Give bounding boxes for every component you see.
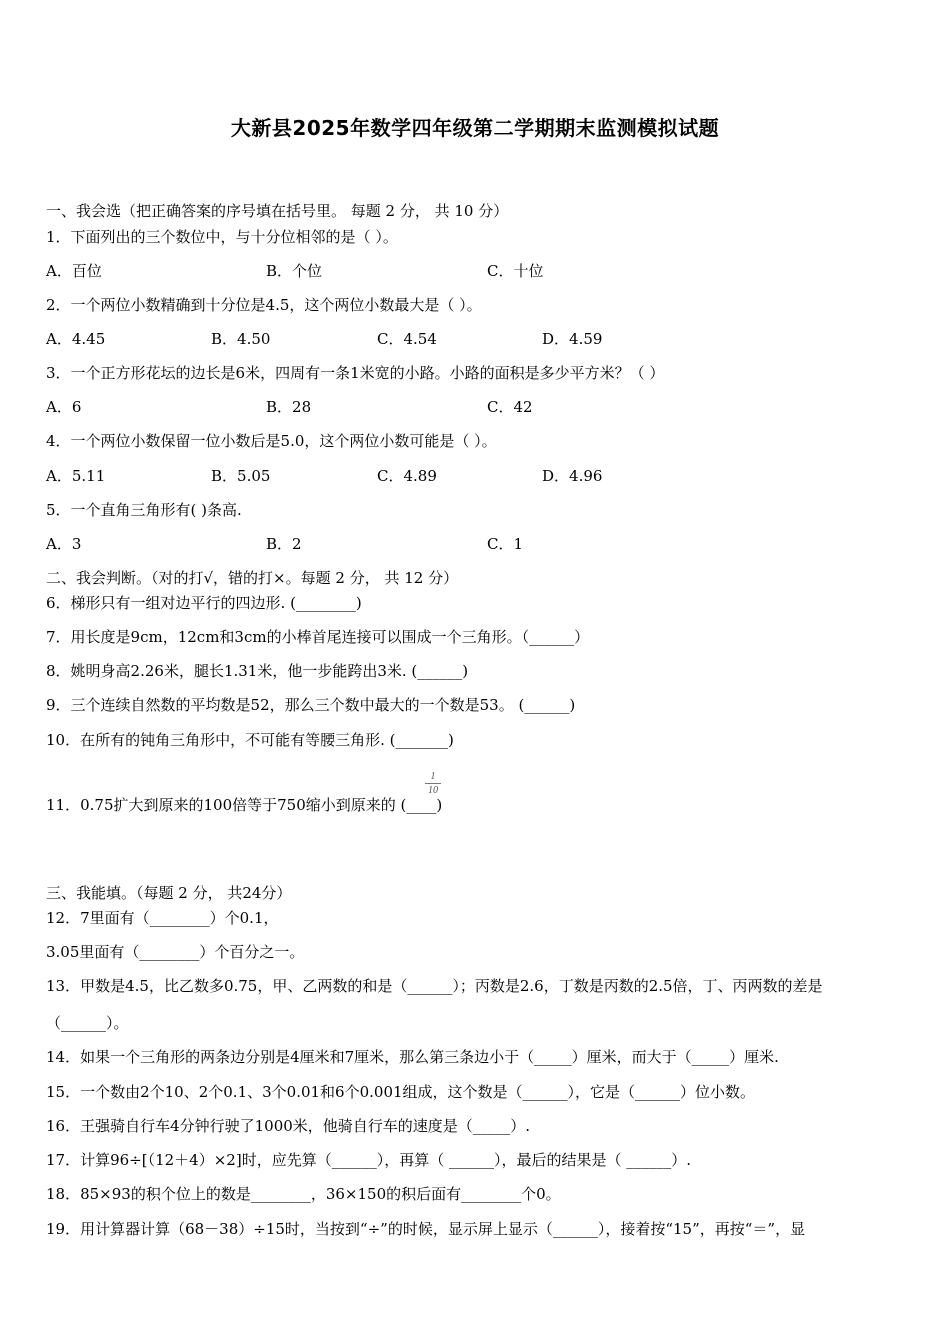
question-7: 7．用长度是9cm，12cm和3cm的小棒首尾连接可以围成一个三角形。（______） (46, 628, 590, 646)
q1-option-a: A．百位 (46, 262, 102, 280)
question-10: 10．在所有的钝角三角形中，不可能有等腰三角形. (_______) (46, 731, 454, 749)
q3-option-b: B．28 (266, 398, 312, 416)
question-5: 5．一个直角三角形有( )条高. (46, 501, 242, 519)
page-title: 大新县2025年数学四年级第二学期期末监测模拟试题 (230, 116, 720, 140)
question-19: 19．用计算器计算（68－38）÷15时，当按到“÷”的时候，显示屏上显示（______），接着按“15”，再按“＝”，显 (46, 1220, 806, 1238)
question-2: 2．一个两位小数精确到十分位是4.5，这个两位小数最大是（ ）。 (46, 296, 482, 314)
section-3-heading: 三、我能填。（每题 2 分， 共24分） (46, 884, 292, 902)
question-13b: （______）。 (46, 1014, 129, 1032)
q3-option-c: C．42 (487, 398, 533, 416)
q4-option-c: C．4.89 (377, 467, 437, 485)
q4-option-d: D．4.96 (542, 467, 603, 485)
question-18: 18．85×93的积个位上的数是________，36×150的积后面有________个0。 (46, 1185, 561, 1203)
question-8: 8．姚明身高2.26米，腿长1.31米，他一步能跨出3米. (______) (46, 662, 469, 680)
fraction-one-tenth (425, 771, 441, 796)
question-14: 14．如果一个三角形的两条边分别是4厘米和7厘米，那么第三条边小于（_____）厘米，而大于（_____）厘米. (46, 1048, 779, 1066)
q2-option-c: C．4.54 (377, 330, 437, 348)
question-6: 6．梯形只有一组对边平行的四边形. (________) (46, 594, 362, 612)
q4-option-b: B．5.05 (211, 467, 271, 485)
question-16: 16．王强骑自行车4分钟行驶了1000米，他骑自行车的速度是（_____）. (46, 1117, 531, 1135)
fraction-numerator: 1 (430, 771, 436, 782)
q1-option-b: B．个位 (266, 262, 323, 280)
question-17: 17．计算96÷[（12＋4）×2]时，应先算（______），再算（ ______），最后的结果是（ ______）. (46, 1151, 691, 1169)
q2-option-d: D．4.59 (542, 330, 603, 348)
question-9: 9．三个连续自然数的平均数是52，那么三个数中最大的一个数是53。 (______) (46, 696, 576, 714)
question-1: 1．下面列出的三个数位中，与十分位相邻的是（ ）。 (46, 228, 398, 246)
q5-option-c: C．1 (487, 535, 524, 553)
fraction-bar (425, 783, 441, 784)
section-2-heading: 二、我会判断。（对的打√，错的打×。每题 2 分， 共 12 分） (46, 569, 459, 587)
q4-option-a: A．5.11 (46, 467, 106, 485)
question-13a: 13．甲数是4.5，比乙数多0.75，甲、乙两数的和是（______）；丙数是2.6，丁数是丙数的2.5倍，丁、丙两数的差是 (46, 977, 823, 995)
q5-option-a: A．3 (46, 535, 82, 553)
q3-option-a: A．6 (46, 398, 82, 416)
question-4: 4．一个两位小数保留一位小数后是5.0，这个两位小数可能是（ ）。 (46, 432, 497, 450)
question-12b: 3.05里面有（________）个百分之一。 (46, 943, 305, 961)
q1-option-c: C．十位 (487, 262, 544, 280)
q2-option-b: B．4.50 (211, 330, 271, 348)
question-15: 15．一个数由2个10、2个0.1、3个0.01和6个0.001组成，这个数是（______），它是（______）位小数。 (46, 1083, 756, 1101)
section-1-heading: 一、我会选（把正确答案的序号填在括号里。 每题 2 分， 共 10 分） (46, 202, 509, 220)
fraction-denominator: 10 (428, 785, 438, 796)
question-3: 3．一个正方形花坛的边长是6米，四周有一条1米宽的小路。小路的面积是多少平方米？（ ） (46, 364, 665, 382)
question-12a: 12．7里面有（________）个0.1， (46, 909, 279, 927)
q2-option-a: A．4.45 (46, 330, 106, 348)
q5-option-b: B．2 (266, 535, 302, 553)
question-11: 11．0.75扩大到原来的100倍等于750缩小到原来的 (____) (46, 796, 443, 814)
